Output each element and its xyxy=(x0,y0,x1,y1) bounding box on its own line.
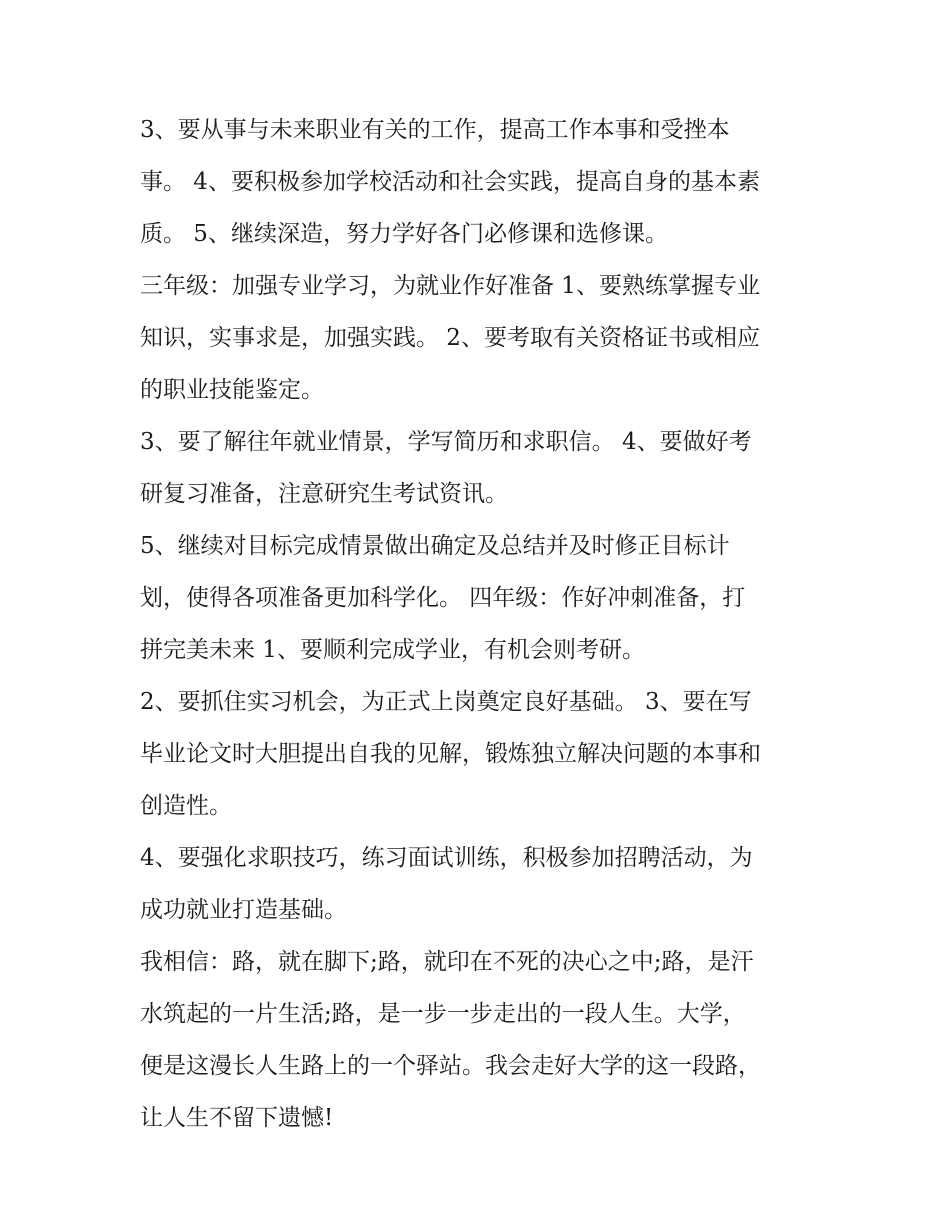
text-line: 5、继续对目标完成情景做出确定及总结并及时修正目标计 xyxy=(140,533,730,559)
text-line: 质。 5、继续深造，努力学好各门必修课和选修课。 xyxy=(140,221,668,247)
text-line: 2、要抓住实习机会，为正式上岗奠定良好基础。 3、要在写 xyxy=(140,689,752,715)
text-line: 水筑起的一片生活;路，是一步一步走出的一段人生。大学， xyxy=(140,1001,746,1027)
text-line: 成功就业打造基础。 xyxy=(140,897,347,923)
text-line: 拼完美未来 1、要顺利完成学业，有机会则考研。 xyxy=(140,637,645,663)
paragraph-grade4-items xyxy=(140,676,820,832)
text-line: 的职业技能鉴定。 xyxy=(140,377,324,403)
paragraph-job-skills xyxy=(140,832,820,936)
paragraph-grade3-items xyxy=(140,416,820,520)
text-line: 三年级：加强专业学习，为就业作好准备 1、要熟练掌握专业 xyxy=(140,273,760,299)
text-line: 我相信：路，就在脚下;路，就印在不死的决心之中;路，是汗 xyxy=(140,949,754,975)
text-line: 4、要强化求职技巧，练习面试训练，积极参加招聘活动，为 xyxy=(140,845,753,871)
text-line: 研复习准备，注意研究生考试资讯。 xyxy=(140,481,508,507)
text-line: 事。 4、要积极参加学校活动和社会实践，提高自身的基本素 xyxy=(140,169,760,195)
paragraph-grade4 xyxy=(140,520,820,676)
document-body xyxy=(140,104,820,1144)
text-line: 3、要了解往年就业情景，学写简历和求职信。 4、要做好考 xyxy=(140,429,752,455)
paragraph-conclusion xyxy=(140,936,820,1144)
paragraph-grade2-items xyxy=(140,104,820,260)
text-line: 让人生不留下遗憾! xyxy=(140,1105,334,1131)
paragraph-grade3 xyxy=(140,260,820,416)
text-line: 便是这漫长人生路上的一个驿站。我会走好大学的这一段路， xyxy=(140,1053,761,1079)
text-line: 毕业论文时大胆提出自我的见解，锻炼独立解决问题的本事和 xyxy=(140,741,761,767)
text-line: 知识，实事求是，加强实践。 2、要考取有关资格证书或相应 xyxy=(140,325,760,351)
text-line: 划，使得各项准备更加科学化。 四年级：作好冲刺准备，打 xyxy=(140,585,746,611)
text-line: 3、要从事与未来职业有关的工作，提高工作本事和受挫本 xyxy=(140,117,730,143)
text-line: 创造性。 xyxy=(140,793,232,819)
